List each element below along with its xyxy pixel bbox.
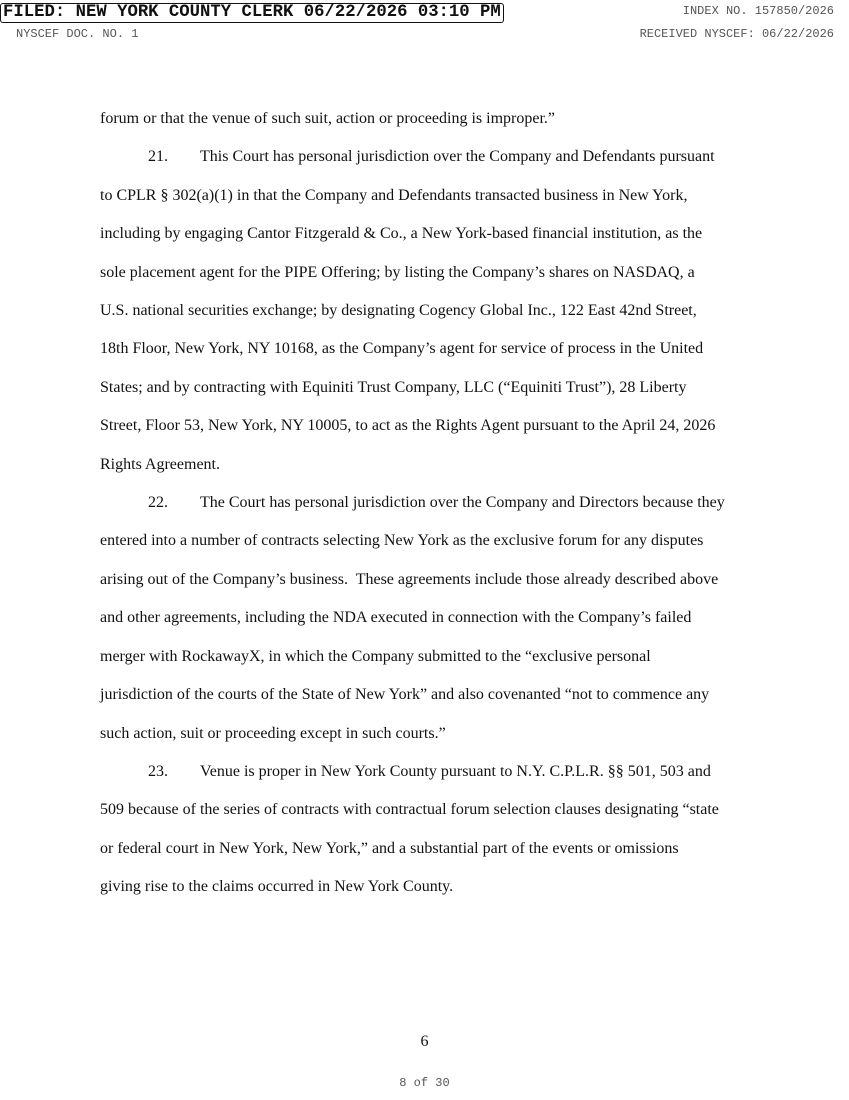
paragraph-number: 23. bbox=[148, 762, 168, 780]
paragraph-21 bbox=[100, 138, 750, 484]
text-line-content: Venue is proper in New York County pursuant to N.Y. C.P.L.R. §§ 501, 503 and bbox=[200, 762, 711, 780]
filed-stamp: FILED: NEW YORK COUNTY CLERK 06/22/2026 03:10 PM bbox=[0, 3, 504, 23]
carryover-line bbox=[100, 100, 750, 138]
received-date: RECEIVED NYSCEF: 06/22/2026 bbox=[639, 27, 834, 41]
text-line: giving rise to the claims occurred in New York County. bbox=[100, 878, 454, 896]
text-line: entered into a number of contracts selecting New York as the exclusive forum for any disputes bbox=[100, 532, 704, 550]
text-line: to CPLR § 302(a)(1) in that the Company and Defendants transacted business in New York, bbox=[100, 186, 688, 204]
text-line: and other agreements, including the NDA executed in connection with the Company’s failed bbox=[100, 609, 692, 627]
text-line bbox=[100, 138, 750, 176]
document-body bbox=[100, 100, 750, 907]
text-line: Rights Agreement. bbox=[100, 455, 220, 473]
text-line: jurisdiction of the courts of the State of New York” and also covenanted “not to commence any bbox=[100, 686, 710, 704]
text-line: forum or that the venue of such suit, action or proceeding is improper.” bbox=[100, 110, 555, 127]
text-line: arising out of the Company’s business. These agreements include those already described above bbox=[100, 570, 719, 588]
paragraph-23 bbox=[100, 753, 750, 907]
paragraph-number: 21. bbox=[148, 148, 168, 166]
text-line-content: The Court has personal jurisdiction over the Company and Directors because they bbox=[200, 494, 725, 512]
page-number: 6 bbox=[420, 1033, 429, 1050]
text-line-content: This Court has personal jurisdiction over the Company and Defendants pursuant bbox=[200, 148, 715, 166]
text-line bbox=[100, 484, 750, 522]
nyscef-doc-number: NYSCEF DOC. NO. 1 bbox=[16, 27, 139, 41]
text-line: 509 because of the series of contracts with contractual forum selection clauses designating “state bbox=[100, 801, 719, 819]
paragraph-number: 22. bbox=[148, 494, 168, 512]
page-count: 8 of 30 bbox=[399, 1076, 450, 1090]
text-line: sole placement agent for the PIPE Offering; by listing the Company’s shares on NASDAQ, a bbox=[100, 263, 695, 281]
text-line: merger with RockawayX, in which the Company submitted to the “exclusive personal bbox=[100, 647, 651, 665]
text-line: States; and by contracting with Equiniti Trust Company, LLC (“Equiniti Trust”), 28 Liberty bbox=[100, 378, 687, 396]
text-line: including by engaging Cantor Fitzgerald & Co., a New York-based financial institution, as the bbox=[100, 225, 703, 243]
text-line: or federal court in New York, New York,” and a substantial part of the events or omissions bbox=[100, 839, 679, 857]
text-line: Street, Floor 53, New York, NY 10005, to act as the Rights Agent pursuant to the April 24, 2026 bbox=[100, 417, 716, 435]
paragraph-22 bbox=[100, 484, 750, 753]
text-line: 18th Floor, New York, NY 10168, as the Company’s agent for service of process in the United bbox=[100, 340, 704, 358]
text-line: such action, suit or proceeding except in such courts.” bbox=[100, 724, 446, 742]
text-line bbox=[100, 753, 750, 791]
index-number: INDEX NO. 157850/2026 bbox=[682, 4, 834, 18]
text-line: U.S. national securities exchange; by designating Cogency Global Inc., 122 East 42nd Street, bbox=[100, 302, 697, 320]
